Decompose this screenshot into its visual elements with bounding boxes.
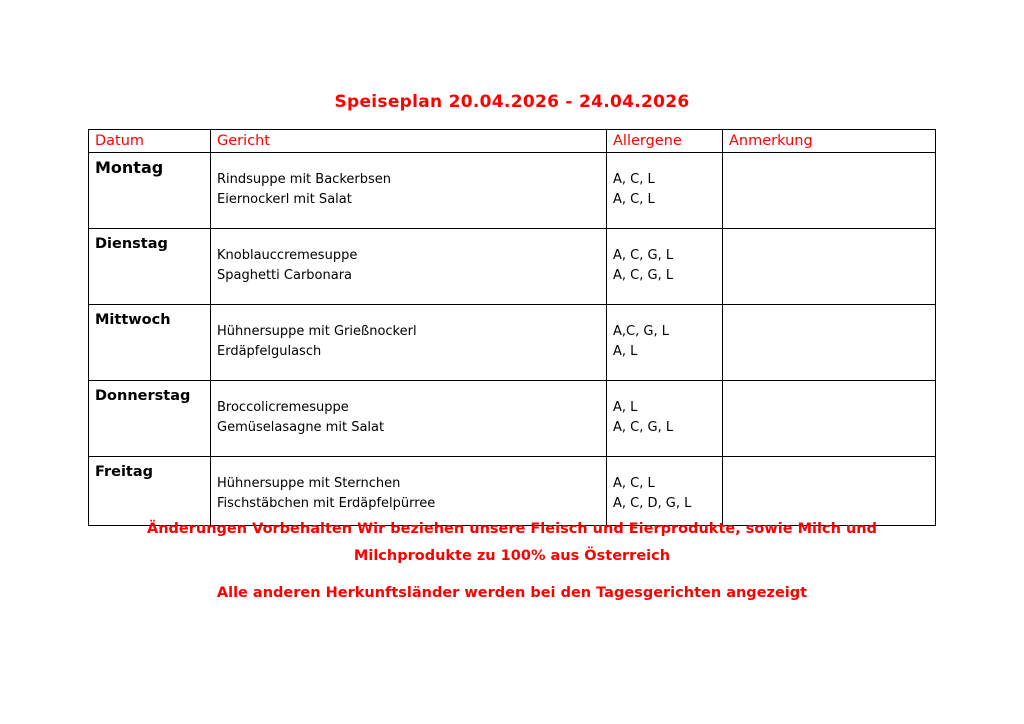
dish: Hühnersuppe mit Sternchen (217, 476, 401, 491)
allergen-cell (607, 457, 723, 526)
allergen: A, C, L (613, 172, 655, 187)
dish: Hühnersuppe mit Grießnockerl (217, 324, 417, 339)
note-cell (723, 153, 936, 229)
dish: Eiernockerl mit Salat (217, 192, 352, 207)
note (723, 305, 935, 322)
day-name: Dienstag (95, 236, 168, 252)
note-cell (723, 457, 936, 526)
day-cell (89, 381, 211, 457)
table-header-row (89, 130, 936, 153)
footer-note-line-1: Änderungen Vorbehalten Wir beziehen unsere Fleisch und Eierprodukte, sowie Milch und (147, 521, 877, 537)
allergen: A, C, G, L (613, 248, 674, 263)
note-cell (723, 305, 936, 381)
table-row (89, 381, 936, 457)
allergen-cell (607, 229, 723, 305)
day-name: Donnerstag (95, 388, 191, 404)
day-name: Freitag (95, 464, 154, 480)
day-cell (89, 457, 211, 526)
table-row (89, 305, 936, 381)
allergen: A, C, L (613, 192, 655, 207)
dish: Fischstäbchen mit Erdäpfelpürree (217, 496, 436, 511)
dish: Knoblauccremesuppe (217, 248, 358, 263)
header-datum: Datum (89, 130, 211, 153)
day-name: Mittwoch (95, 312, 171, 328)
day-cell (89, 153, 211, 229)
allergen-cell (607, 305, 723, 381)
allergen: A, C, G, L (613, 420, 674, 435)
dish-cell (211, 153, 607, 229)
day-cell (89, 305, 211, 381)
dish: Spaghetti Carbonara (217, 268, 353, 283)
day-cell (89, 229, 211, 305)
allergen: A,C, G, L (613, 324, 669, 339)
note (723, 457, 935, 474)
note-cell (723, 229, 936, 305)
note-cell (723, 381, 936, 457)
dish-cell (211, 305, 607, 381)
allergen: A, L (613, 344, 638, 359)
dish: Erdäpfelgulasch (217, 344, 322, 359)
header-allergene: Allergene (607, 130, 723, 153)
dish-cell (211, 381, 607, 457)
header-gericht: Gericht (211, 130, 607, 153)
table-row (89, 229, 936, 305)
page-title: Speiseplan 20.04.2026 - 24.04.2026 (334, 92, 690, 112)
note (723, 229, 935, 246)
day-name: Montag (95, 158, 164, 177)
allergen: A, C, G, L (613, 268, 674, 283)
dish: Rindsuppe mit Backerbsen (217, 172, 391, 187)
allergen-cell (607, 153, 723, 229)
table-row (89, 457, 936, 526)
dish: Gemüselasagne mit Salat (217, 420, 385, 435)
allergen: A, C, L (613, 476, 655, 491)
note (723, 153, 935, 170)
allergen: A, C, D, G, L (613, 496, 692, 511)
table-row (89, 153, 936, 229)
note (723, 381, 935, 398)
footer-note-line-3: Alle anderen Herkunftsländer werden bei den Tagesgerichten angezeigt (216, 585, 808, 601)
footer-note-line-2: Milchprodukte zu 100% aus Österreich (353, 548, 671, 564)
menu-table (88, 129, 936, 526)
allergen-cell (607, 381, 723, 457)
dish-cell (211, 457, 607, 526)
allergen: A, L (613, 400, 638, 415)
dish: Broccolicremesuppe (217, 400, 349, 415)
header-anmerkung: Anmerkung (723, 130, 936, 153)
dish-cell (211, 229, 607, 305)
